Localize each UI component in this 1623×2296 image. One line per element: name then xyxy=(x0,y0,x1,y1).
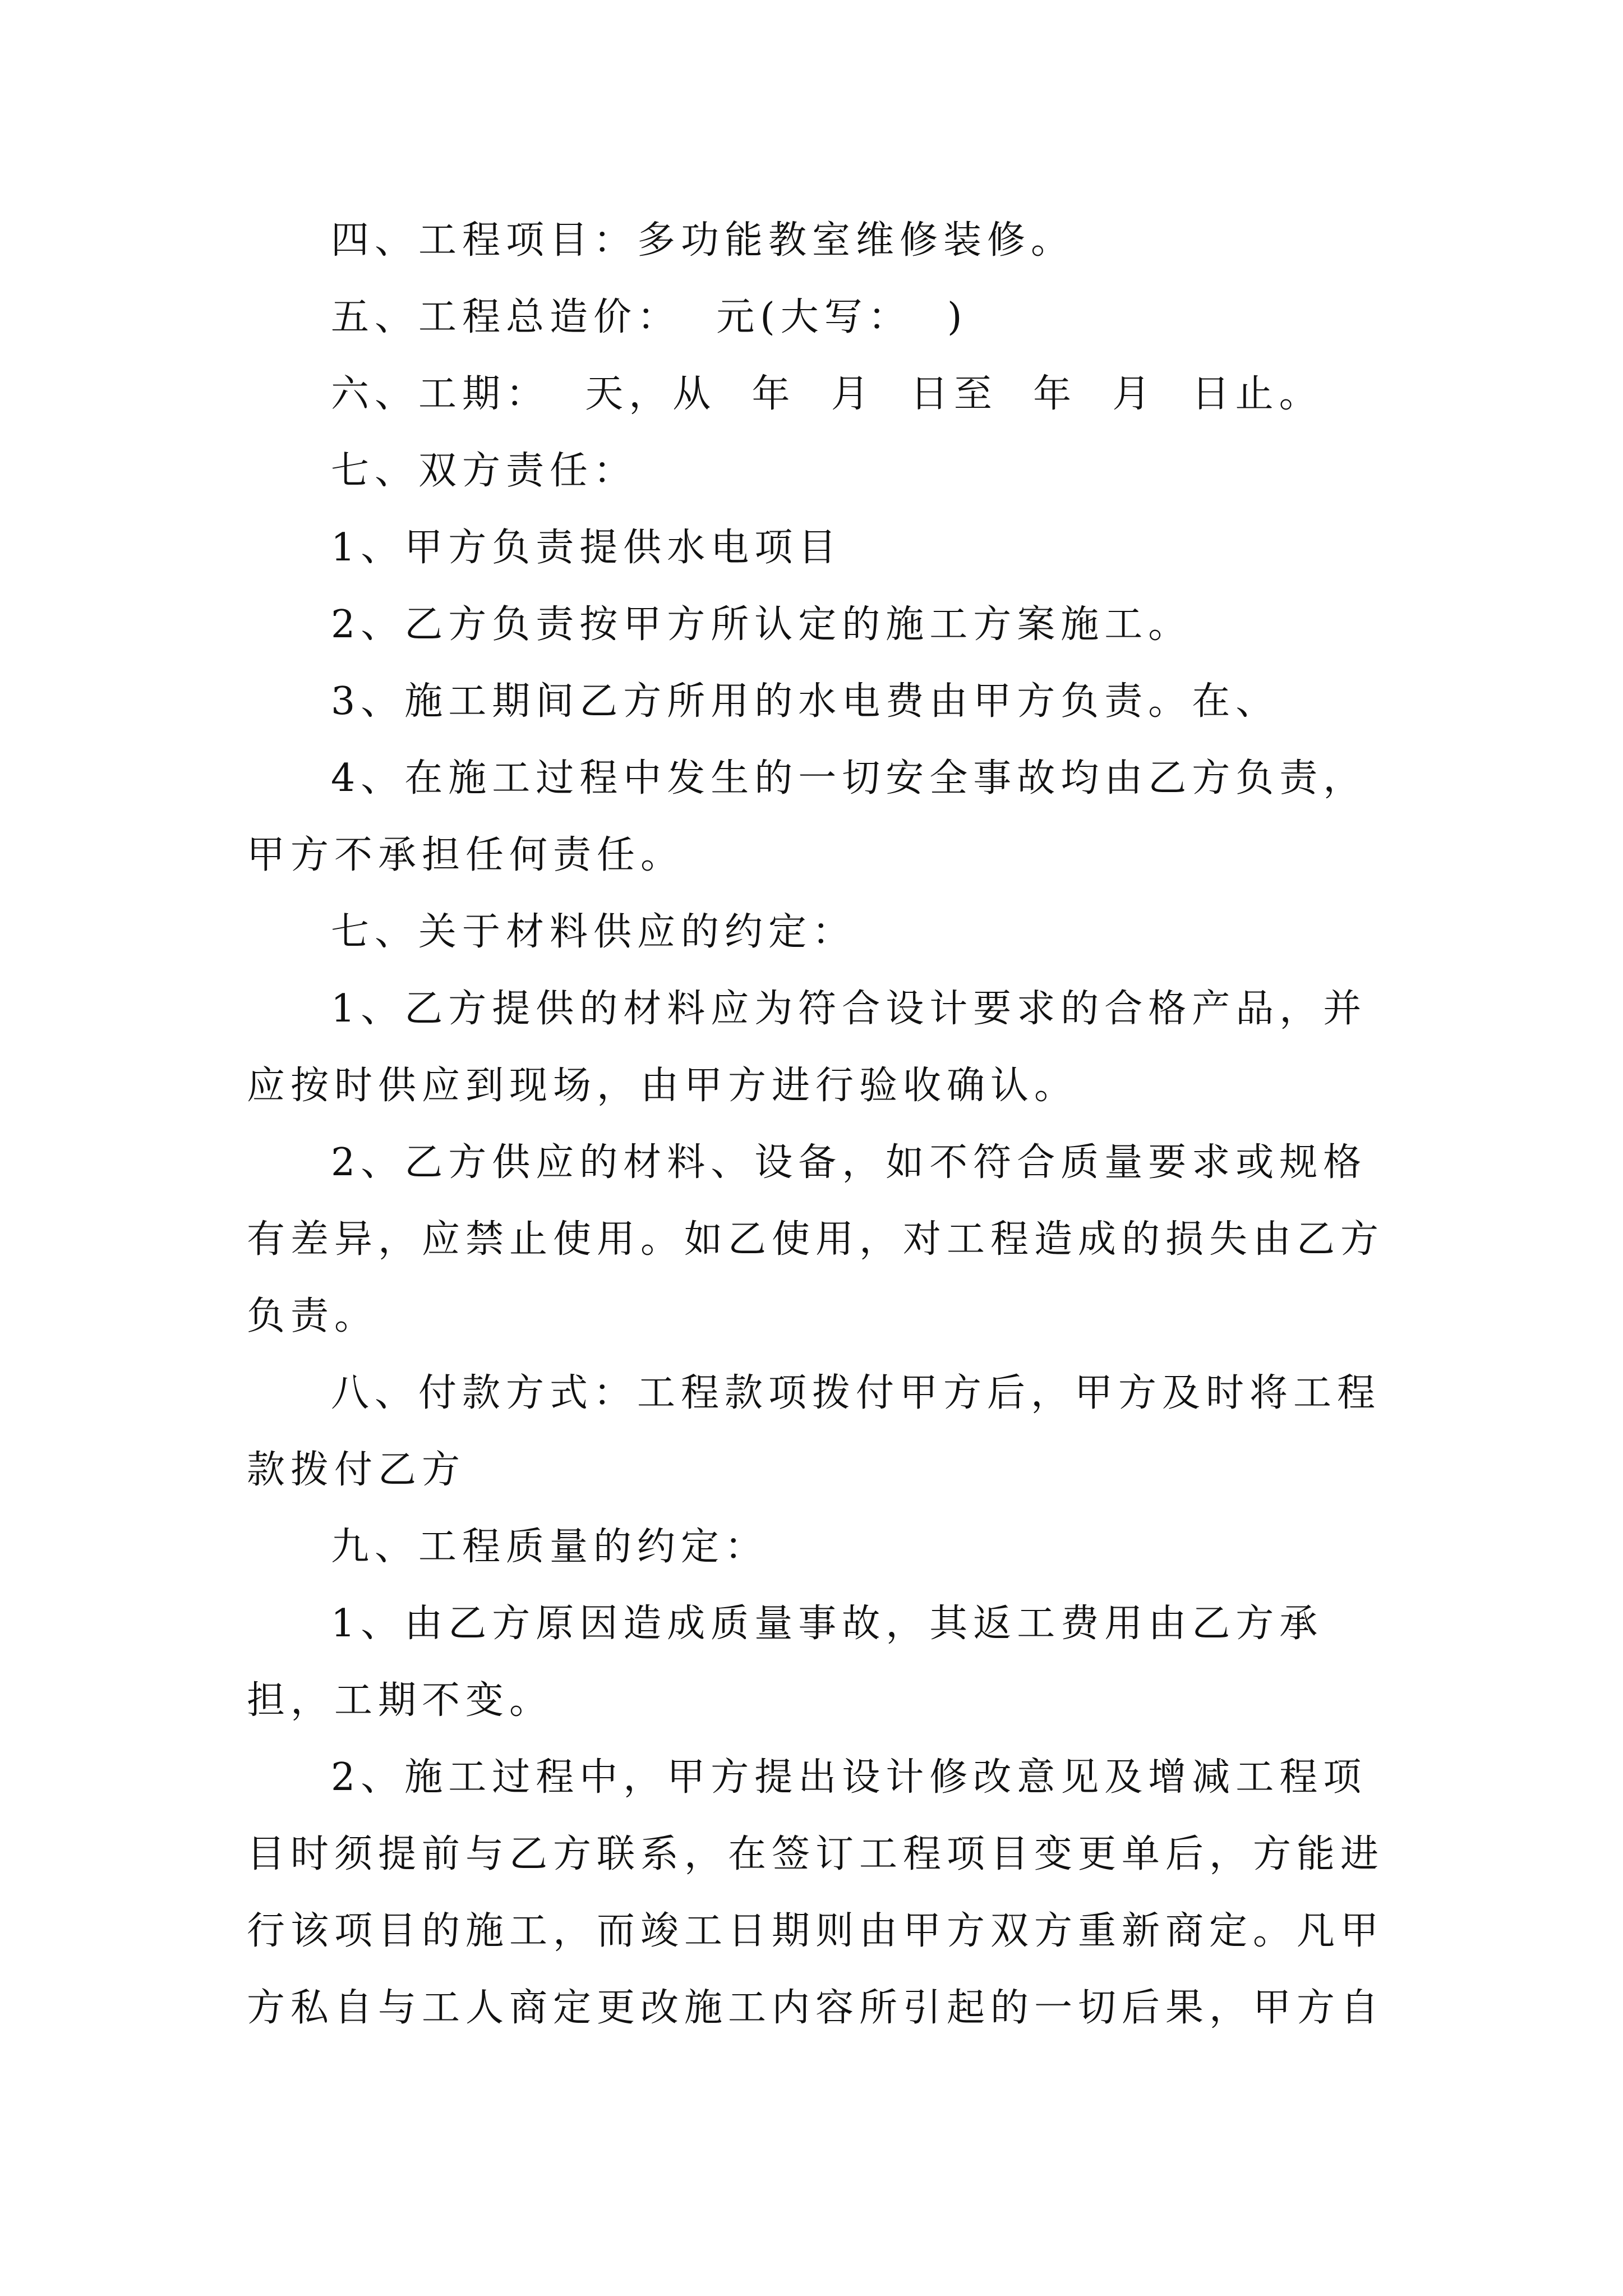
quality-item-2: 2、施工过程中，甲方提出设计修改意见及增减工程项目时须提前与乙方联系，在签订工程项目变更单后，方能进行该项目的施工，而竣工日期则由甲方双方重新商定。凡甲方私自与工人商定更改施工内容所引起的一切后果，甲方自 xyxy=(247,1755,1385,2030)
clause-payment: 八、付款方式：工程款项拨付甲方后，甲方及时将工程款拨付乙方 xyxy=(247,1371,1381,1492)
responsibility-item-4: 4、在施工过程中发生的一切安全事故均由乙方负责，甲方不承担任何责任。 xyxy=(247,756,1367,877)
quality-item-1: 1、由乙方原因造成质量事故，其返工费用由乙方承担，工期不变。 xyxy=(247,1602,1324,1723)
responsibility-item-1: 1、甲方负责提供水电项目 xyxy=(331,526,842,570)
clause-responsibilities-heading: 七、双方责任： xyxy=(331,449,638,493)
document-body xyxy=(247,202,1391,2046)
clause-materials-heading: 七、关于材料供应的约定： xyxy=(331,910,856,954)
clause-project: 四、工程项目：多功能教室维修装修。 xyxy=(331,218,1075,263)
materials-item-1: 1、乙方提供的材料应为符合设计要求的合格产品，并应按时供应到现场，由甲方进行验收确认。 xyxy=(247,987,1367,1108)
clause-quality-heading: 九、工程质量的约定： xyxy=(331,1525,769,1569)
clause-total-cost: 五、工程总造价： 元(大写： ) xyxy=(331,295,968,339)
clause-duration: 六、工期： 天，从 年 月 日至 年 月 日止。 xyxy=(331,372,1323,416)
responsibility-item-2: 2、乙方负责按甲方所认定的施工方案施工。 xyxy=(331,602,1192,647)
responsibility-item-3: 3、施工期间乙方所用的水电费由甲方负责。在、 xyxy=(331,679,1280,724)
materials-item-2: 2、乙方供应的材料、设备，如不符合质量要求或规格有差异，应禁止使用。如乙使用，对工程造成的损失由乙方负责。 xyxy=(247,1140,1385,1338)
